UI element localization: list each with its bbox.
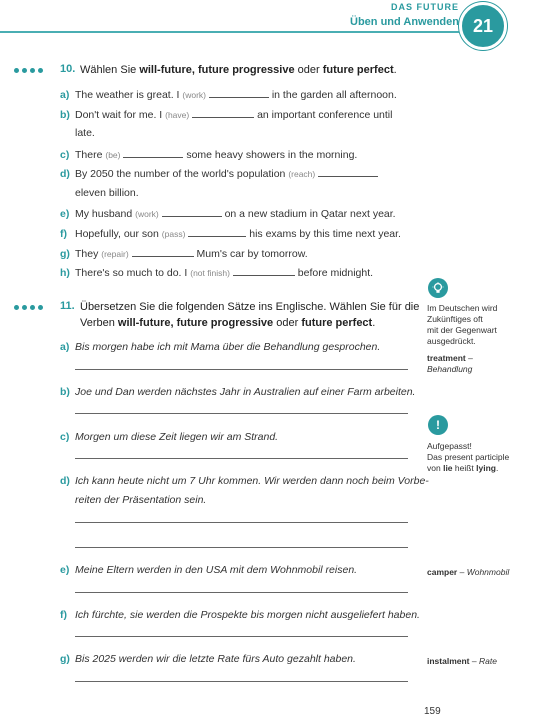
item-text: There xyxy=(75,149,103,161)
exercise-10-instruction xyxy=(80,62,397,78)
difficulty-dots xyxy=(14,68,43,73)
answer-blank[interactable] xyxy=(233,266,295,276)
item-text: Bis morgen habe ich mit Mama über die Behandlung gesprochen. xyxy=(75,341,381,353)
instr-term: future perfect xyxy=(322,64,394,76)
item-letter: c) xyxy=(60,149,70,161)
dot xyxy=(14,68,19,73)
item-text: in the garden all afternoon. xyxy=(271,89,397,101)
answer-line[interactable] xyxy=(75,681,408,682)
item-text: Don't wait for me. I xyxy=(75,109,163,121)
exercise-11-item-d-cont: reiten der Präsentation sein. xyxy=(75,494,207,506)
answer-line[interactable] xyxy=(75,413,408,414)
item-text: on a new stadium in Qatar next year. xyxy=(224,208,396,220)
item-text: his exams by this time next year. xyxy=(249,228,401,240)
dot xyxy=(38,305,43,310)
exercise-11-instruction-line1: Übersetzen Sie die folgenden Sätze ins Englische. Wählen Sie für die xyxy=(80,301,420,313)
exercise-10-item-a xyxy=(60,88,397,101)
instr-text: . xyxy=(393,64,397,76)
exercise-11-item-f xyxy=(60,609,420,621)
exercise-10-item-b xyxy=(60,108,392,121)
vocab-dash: – xyxy=(465,353,473,363)
answer-blank[interactable] xyxy=(123,148,183,158)
exclamation-icon: ! xyxy=(428,415,448,435)
item-letter: e) xyxy=(60,208,70,220)
item-text: Mum's car by tomorrow. xyxy=(196,248,308,260)
header-divider xyxy=(0,31,460,33)
difficulty-dots xyxy=(14,305,43,310)
exercise-11-item-g xyxy=(60,653,356,665)
instr-text: oder xyxy=(294,64,323,76)
item-letter: f) xyxy=(60,609,67,621)
answer-blank[interactable] xyxy=(209,88,269,98)
verb-hint: (have) xyxy=(165,110,190,120)
lightbulb-icon xyxy=(428,278,448,298)
exercise-10-item-b-cont: late. xyxy=(75,127,95,139)
exercise-11-item-d xyxy=(60,475,429,487)
item-letter: b) xyxy=(60,386,70,398)
unit-badge: 21 xyxy=(459,2,507,50)
vocab-dash: – xyxy=(469,656,479,666)
dot xyxy=(14,305,19,310)
lightbulb-icon-glyph xyxy=(432,282,444,295)
answer-line[interactable] xyxy=(75,547,408,548)
item-text: Bis 2025 werden wir die letzte Rate fürs Auto gezahlt haben. xyxy=(75,653,356,665)
item-letter: g) xyxy=(60,248,70,260)
verb-hint: (repair) xyxy=(101,249,129,259)
warning-term: lying xyxy=(476,463,496,473)
answer-blank[interactable] xyxy=(162,207,222,217)
dot xyxy=(22,305,27,310)
vocab-translation: Wohnmobil xyxy=(466,567,510,577)
answer-line[interactable] xyxy=(75,458,408,459)
answer-line[interactable] xyxy=(75,369,408,370)
verb-hint: (reach) xyxy=(288,169,316,179)
instr-term: future perfect xyxy=(301,317,373,329)
item-letter: d) xyxy=(60,475,70,487)
item-letter: d) xyxy=(60,168,70,180)
item-letter: g) xyxy=(60,653,70,665)
verb-hint: (work) xyxy=(182,90,206,100)
warning-text-part: . xyxy=(496,463,499,473)
warning-text xyxy=(427,441,509,474)
instr-text: oder xyxy=(273,317,302,329)
item-text: Meine Eltern werden in den USA mit dem Wohnmobil reisen. xyxy=(75,564,358,576)
instr-text: Verben xyxy=(80,317,118,329)
item-letter: f) xyxy=(60,228,67,240)
item-text: Hopefully, our son xyxy=(75,228,159,240)
exercise-10-item-c xyxy=(60,148,357,161)
exercise-10-number: 10. xyxy=(60,63,76,75)
exercise-10-item-g xyxy=(60,247,308,260)
answer-blank[interactable] xyxy=(188,227,246,237)
tip-line: Zukünftiges oft xyxy=(427,314,483,324)
chapter-label: DAS FUTURE xyxy=(391,2,459,12)
tip-line: mit der Gegenwart xyxy=(427,325,497,335)
warning-line: Aufgepasst! xyxy=(427,441,472,451)
vocab-term: treatment xyxy=(427,353,466,363)
dot xyxy=(30,68,35,73)
exercise-10-item-f xyxy=(60,227,401,240)
verb-hint: (not finish) xyxy=(190,268,230,278)
tip-text xyxy=(427,303,497,347)
vocab-translation: Rate xyxy=(478,656,497,666)
item-text: By 2050 the number of the world's population xyxy=(75,168,286,180)
dot xyxy=(38,68,43,73)
item-letter: a) xyxy=(60,341,70,353)
dot xyxy=(22,68,27,73)
instr-terms: will-future, future progressive xyxy=(117,317,274,329)
verb-hint: (pass) xyxy=(161,229,186,239)
vocab-dash: – xyxy=(457,567,467,577)
answer-blank[interactable] xyxy=(318,167,378,177)
warning-line: Das present participle xyxy=(427,452,510,462)
vocab-instalment xyxy=(427,656,497,667)
item-text: before midnight. xyxy=(297,267,374,279)
item-text: Joe und Dan werden nächstes Jahr in Australien auf einer Farm arbeiten. xyxy=(75,386,416,398)
answer-line[interactable] xyxy=(75,592,408,593)
item-letter: h) xyxy=(60,267,70,279)
exercise-11-item-b xyxy=(60,386,415,398)
instr-text: Wählen Sie xyxy=(80,64,140,76)
item-letter: c) xyxy=(60,431,70,443)
exercise-11-item-a xyxy=(60,341,380,353)
item-letter: a) xyxy=(60,89,70,101)
answer-line[interactable] xyxy=(75,636,408,637)
item-text: The weather is great. I xyxy=(75,89,180,101)
item-text: Morgen um diese Zeit liegen wir am Strand. xyxy=(75,431,279,443)
vocab-treatment xyxy=(427,353,473,375)
exercise-10-item-h xyxy=(60,266,373,279)
instr-terms: will-future, future progressive xyxy=(139,64,295,76)
exercise-11-item-c xyxy=(60,431,278,443)
tip-line: ausgedrückt. xyxy=(427,336,476,346)
item-text: There's so much to do. I xyxy=(75,267,188,279)
answer-blank[interactable] xyxy=(192,108,254,118)
item-text: My husband xyxy=(75,208,133,220)
exercise-10-item-e xyxy=(60,207,396,220)
answer-blank[interactable] xyxy=(132,247,194,257)
item-text: Ich kann heute nicht um 7 Uhr kommen. Wir werden dann noch beim Vorbe- xyxy=(75,475,429,487)
warning-line xyxy=(427,463,509,474)
vocab-term: camper xyxy=(427,567,458,577)
vocab-camper xyxy=(427,567,509,578)
exercise-11-item-e xyxy=(60,564,357,576)
item-letter: e) xyxy=(60,564,70,576)
verb-hint: (work) xyxy=(135,209,159,219)
exercise-11-instruction-line2 xyxy=(80,315,375,331)
warning-term: lie xyxy=(443,463,453,473)
item-text: some heavy showers in the morning. xyxy=(186,149,358,161)
exercise-10-item-d xyxy=(60,167,378,180)
exercise-10-item-d-cont: eleven billion. xyxy=(75,187,139,199)
dot xyxy=(30,305,35,310)
item-text: Ich fürchte, sie werden die Prospekte bis morgen nicht ausgeliefert haben. xyxy=(75,609,420,621)
answer-line[interactable] xyxy=(75,522,408,523)
warning-text-part: heißt xyxy=(452,463,477,473)
item-text: an important conference until xyxy=(257,109,393,121)
vocab-translation: Behandlung xyxy=(427,364,473,374)
item-letter: b) xyxy=(60,109,70,121)
page-number: 159 xyxy=(424,706,441,717)
tip-line: Im Deutschen wird xyxy=(427,303,498,313)
section-title: Üben und Anwenden xyxy=(350,16,459,28)
item-text: They xyxy=(75,248,99,260)
exercise-11-number: 11. xyxy=(60,300,75,312)
instr-text: . xyxy=(372,317,376,329)
vocab-term: instalment xyxy=(427,656,470,666)
verb-hint: (be) xyxy=(105,150,121,160)
warning-text-part: von xyxy=(427,463,444,473)
